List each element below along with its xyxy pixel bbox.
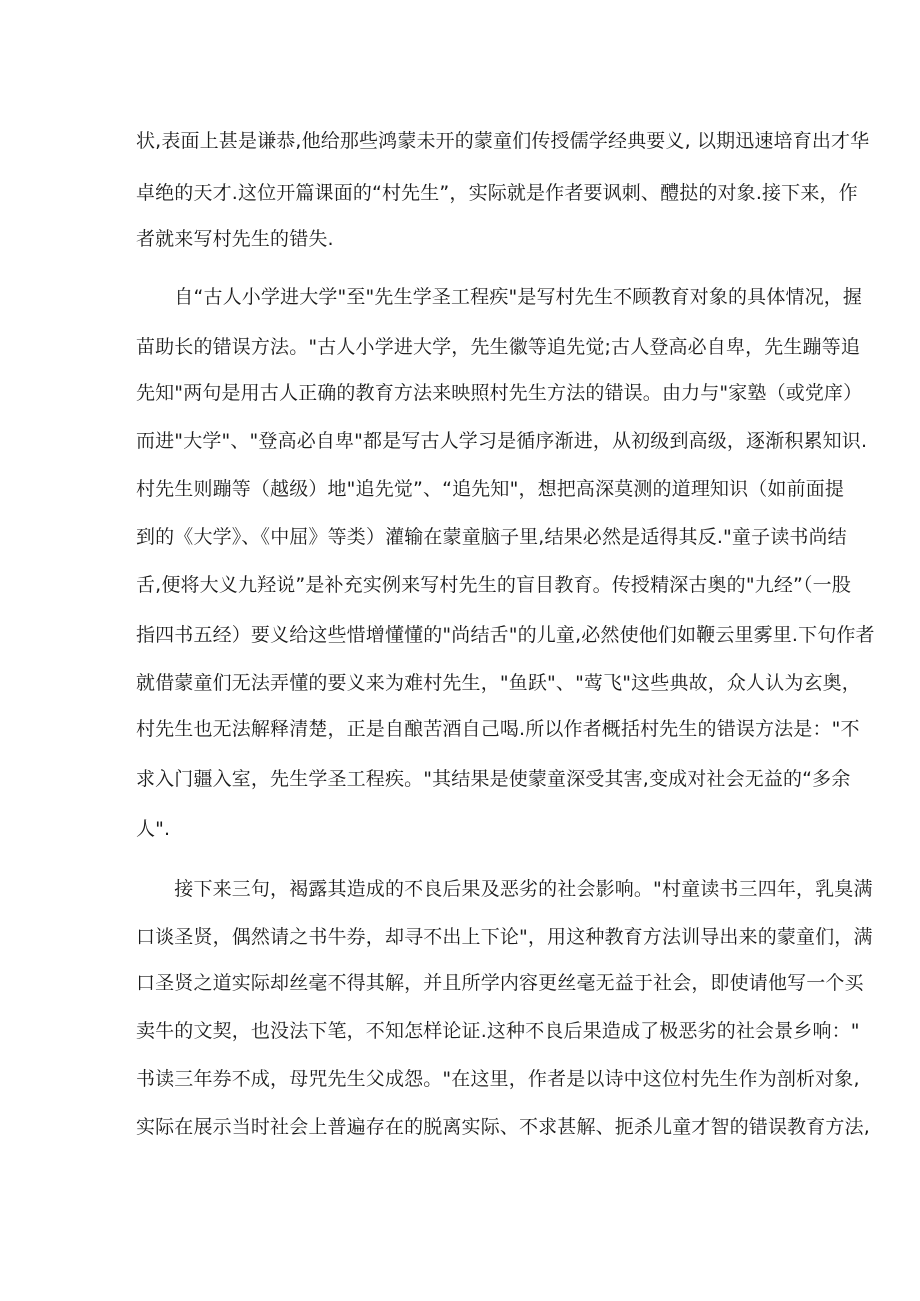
text-line: 者就来写村先生的错失. [136,228,334,250]
text-line: 卓绝的天才.这位开篇课面的“村先生”，实际就是作者要讽刺、醴挞的对象.接下来，作 [136,182,858,204]
text-line: 而进"大学"、"登高必自卑"都是写古人学习是循序渐进，从初级到高级，逐渐积累知识. [136,430,868,452]
text-line: 舌,便将大义九羟说”是补充实例来写村先生的盲目教育。传授精深古奥的"九经”（一股 [136,574,851,596]
text-line: 到的《大学》、《中屈》等类）灌输在蒙童脑子里,结果必然是适得其反."童子读书尚结 [136,526,847,548]
text-line: 口圣贤之道实际却丝毫不得其解，并且所学内容更丝毫无益于社会，即使请他写一个买 [136,972,864,994]
text-line: 状,表面上甚是谦恭,他给那些鸿蒙未开的蒙童们传授儒学经典要义, 以期迅速培育出才华 [136,130,870,152]
text-line: 村先生则蹦等（越级）地"追先觉”、“追先知"，想把高深莫测的道理知识（如前面提 [136,478,845,500]
text-line: 卖牛的文契，也没法下笔，不知怎样论证.这种不良后果造成了极恶劣的社会景乡响：" [136,1020,860,1042]
text-line: 先知"两句是用古人正确的教育方法来映照村先生方法的错误。由力与"家塾（或党庠） [136,382,863,404]
text-line: 自“古人小学进大学"至"先生学圣工程疾"是写村先生不顾教育对象的具体情况，握 [136,286,863,308]
text-line: 苗助长的错误方法。"古人小学进大学，先生徽等追先觉;古人登高必自卑，先生蹦等追 [136,336,860,358]
text-line: 实际在展示当时社会上普遍存在的脱离实际、不求甚解、扼杀儿童才智的错误教育方法, [136,1116,870,1138]
text-line: 书读三年券不成，母咒先生父成怨。"在这里，作者是以诗中这位村先生作为剖析对象, [136,1068,860,1090]
text-line: 接下来三句，褐露其造成的不良后果及恶劣的社会影响。"村童读书三四年，乳臭满 [136,878,873,900]
text-line: 就借蒙童们无法弄懂的要义来为难村先生，"鱼跃"、"莺飞"这些典故，众人认为玄奥， [136,672,861,694]
text-line: 求入门疆入室，先生学圣工程疾。"其结果是使蒙童深受其害,变成对社会无益的“多余 [136,768,851,790]
text-line: 指四书五经）要义给这些惜增懂懂的"尚结舌"的儿童,必然使他们如鞭云里雾里.下句作者 [136,624,875,646]
text-line: 口谈圣贤，偶然请之书牛券，却寻不出上下论"，用这种教育方法训导出来的蒙童们，满 [136,926,873,948]
text-line: 人". [136,818,171,840]
text-line: 村先生也无法解释清楚，正是自酿苦酒自己喝.所以作者概括村先生的错误方法是："不 [136,718,860,740]
